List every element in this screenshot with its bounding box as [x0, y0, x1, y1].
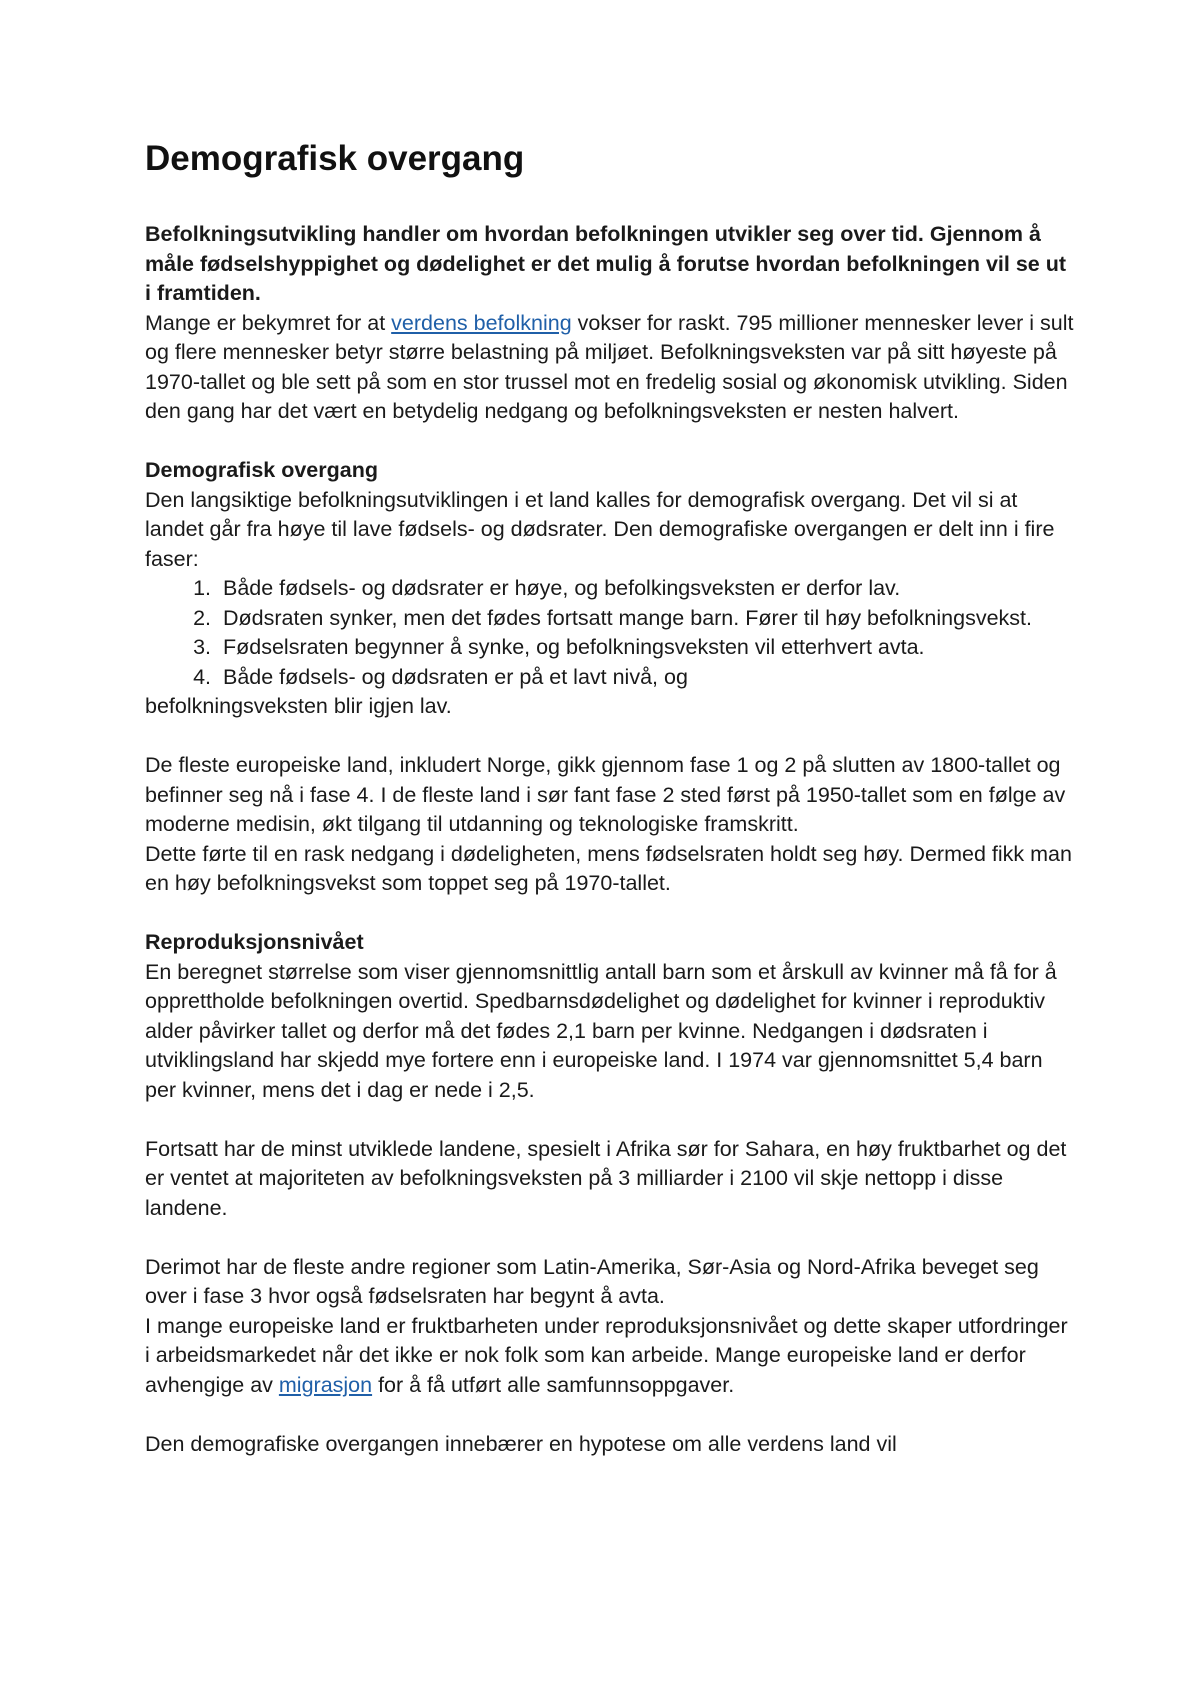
- spacer: [145, 1400, 1075, 1430]
- section2-paragraph-1: En beregnet størrelse som viser gjennomsnittlig antall barn som et årskull av kvinner må få for å opprettholde befolkningen overtid. Spedbarnsdødelighet og dødelighet for kvinner i reproduktiv alder påvirker tallet og derfor må det fødes 2,1 barn per kvinne. Nedgangen i dødsraten i utviklingsland har skjedd mye fortere enn i europeiske land. I 1974 var gjennomsnittet 5,4 barn per kvinner, mens det i dag er nede i 2,5.: [145, 959, 1057, 1102]
- section2-paragraph-2: Fortsatt har de minst utviklede landene, spesielt i Afrika sør for Sahara, en høy fruktbarhet og det er ventet at majoriteten av befolkningsveksten på 3 milliarder i 2100 vil skje nettopp i disse landene.: [145, 1136, 1067, 1220]
- section2-paragraph-3: Derimot har de fleste andre regioner som Latin-Amerika, Sør-Asia og Nord-Afrika beveget seg over i fase 3 hvor også fødselsraten har begynt å avta.: [145, 1254, 1039, 1308]
- spacer: [145, 1223, 1075, 1253]
- list-item: 2. Dødsraten synker, men det fødes fortsatt mange barn. Fører til høy befolkningsvekst.: [217, 604, 1075, 634]
- section2-paragraph-5: Den demografiske overgangen innebærer en hypotese om alle verdens land vil: [145, 1431, 897, 1456]
- link-migrasjon[interactable]: migrasjon: [278, 1372, 373, 1397]
- section1-paragraph-2: De fleste europeiske land, inkludert Norge, gikk gjennom fase 1 og 2 på slutten av 1800-tallet og befinner seg nå i fase 4. I de fleste land i sør fant fase 2 sted først på 1950-tallet som en følge av moderne medisin, økt tilgang til utdanning og teknologiske framskritt.: [145, 753, 1066, 836]
- section-heading-reproduksjonsnivaet: Reproduksjonsnivået: [145, 930, 364, 954]
- section-heading-demografisk-overgang: Demografisk overgang: [145, 458, 378, 482]
- list-item: 1. Både fødsels- og dødsrater er høye, og befolkingsveksten er derfor lav.: [217, 574, 1075, 604]
- spacer: [145, 427, 1075, 457]
- spacer: [145, 722, 1075, 752]
- link-verdens-befolkning[interactable]: verdens befolkning: [391, 310, 572, 335]
- phases-list: [145, 574, 1075, 692]
- list-item: 3. Fødselsraten begynner å synke, og befolkningsveksten vil etterhvert avta.: [217, 633, 1075, 663]
- intro-text-before: Mange er bekymret for at: [145, 310, 392, 335]
- section2-paragraph-4: [145, 1312, 1075, 1401]
- spacer: [145, 1105, 1075, 1135]
- para4-text-before: I mange europeiske land er fruktbarheten under reproduksjonsnivået og dette skaper utfordringer i arbeidsmarkedet når det ikke er nok folk som kan arbeide. Mange europeiske land er derfor avhengige av: [145, 1313, 1068, 1397]
- section1-intro: Den langsiktige befolkningsutviklingen i et land kalles for demografisk overgang. Det vil si at landet går fra høye til lave fødsels- og dødsrater. Den demografiske overgangen er delt inn i fire faser:: [145, 487, 1055, 571]
- spacer: [145, 899, 1075, 929]
- para4-text-after: for å få utført alle samfunnsoppgaver.: [372, 1372, 735, 1397]
- intro-lead: Befolkningsutvikling handler om hvordan befolkningen utvikler seg over tid. Gjennom å måle fødselshyppighet og dødelighet er det mulig å forutse hvordan befolkningen vil se ut i framtiden.: [145, 222, 1067, 305]
- page-title: Demografisk overgang: [145, 139, 525, 178]
- phase4-continuation: befolkningsveksten blir igjen lav.: [145, 694, 452, 718]
- document-page: [145, 138, 1075, 1459]
- intro-text-after: vokser for raskt. 795 millioner mennesker lever i sult og flere mennesker betyr større belastning på miljøet. Befolkningsveksten var på sitt høyeste på 1970-tallet og ble sett på som en stor trussel mot en fredelig sosial og økonomisk utvikling. Siden den gang har det vært en betydelig nedgang og befolkningsveksten er nesten halvert.: [145, 310, 1074, 423]
- section1-paragraph-3: Dette førte til en rask nedgang i dødeligheten, mens fødselsraten holdt seg høy. Dermed fikk man en høy befolkningsvekst som toppet seg på 1970-tallet.: [145, 841, 1072, 895]
- list-item: 4. Både fødsels- og dødsraten er på et lavt nivå, og: [217, 663, 1075, 693]
- intro-paragraph: [145, 309, 1075, 427]
